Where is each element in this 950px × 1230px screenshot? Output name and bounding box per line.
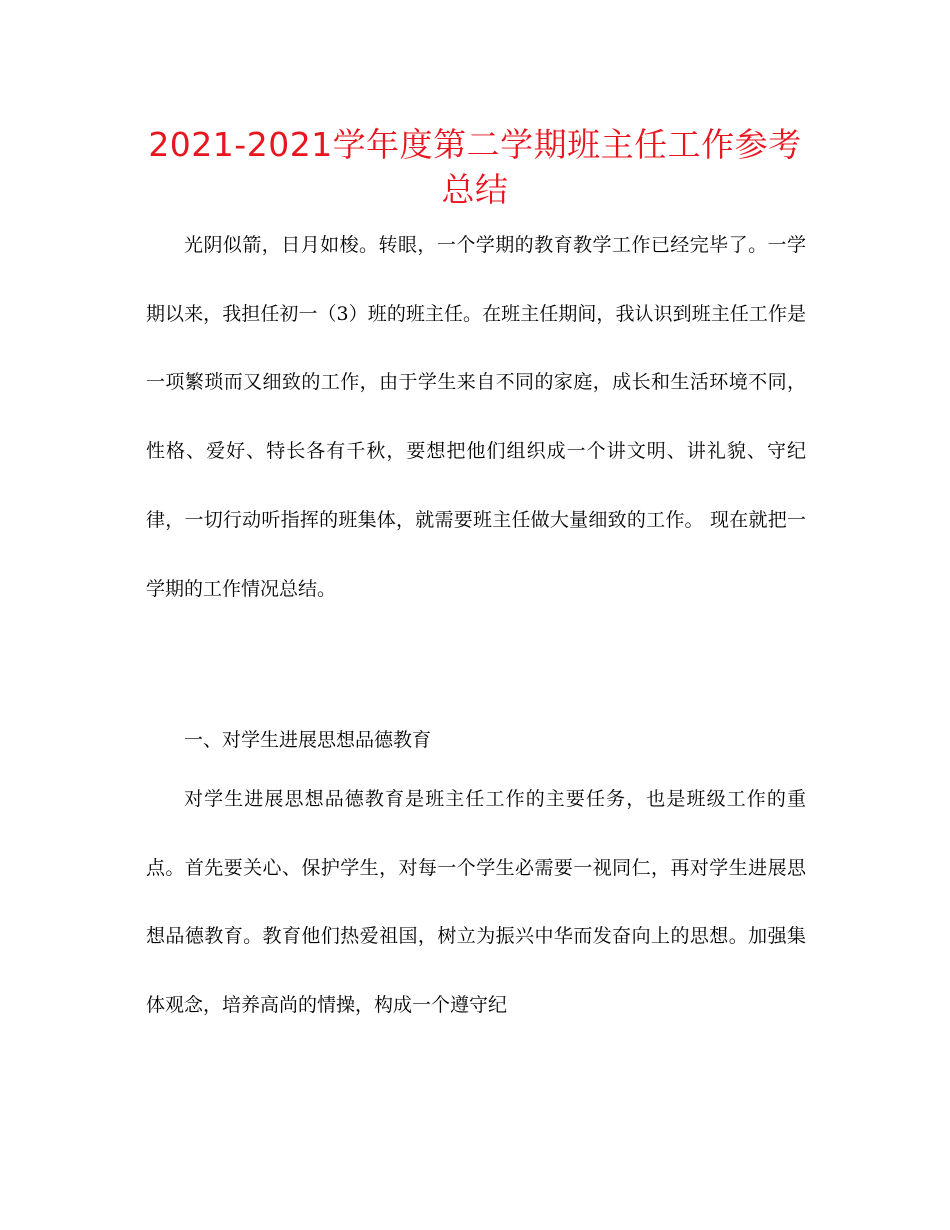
paragraph-moral-education: 对学生进展思想品德教育是班主任工作的主要任务，也是班级工作的重点。首先要关心、保护学生，对每一个学生必需要一视同仁，再对学生进展思想品德教育。教育他们热爱祖国，树立为振兴中华而发奋向上的思想。加强集体观念，培养高尚的情操，构成一个遵守纪 bbox=[146, 788, 806, 1017]
paragraph-intro: 光阴似箭，日月如梭。转眼，一个学期的教育教学工作已经完毕了。一学期以来，我担任初一（3）班的班主任。在班主任期间，我认识到班主任工作是一项繁琐而又细致的工作，由于学生来自不同的家庭，成长和生活环境不同，性格、爱好、特长各有千秋，要想把他们组织成一个讲文明、讲礼貌、守纪律，一切行动听指挥的班集体，就需要班主任做大量细致的工作。 现在就把一学期的工作情况总结。 bbox=[146, 234, 806, 600]
section-heading-1: 一、对学生进展思想品德教育 bbox=[184, 729, 432, 751]
document-title: 2021-2021学年度第二学期班主任工作参考总结 bbox=[148, 125, 802, 209]
